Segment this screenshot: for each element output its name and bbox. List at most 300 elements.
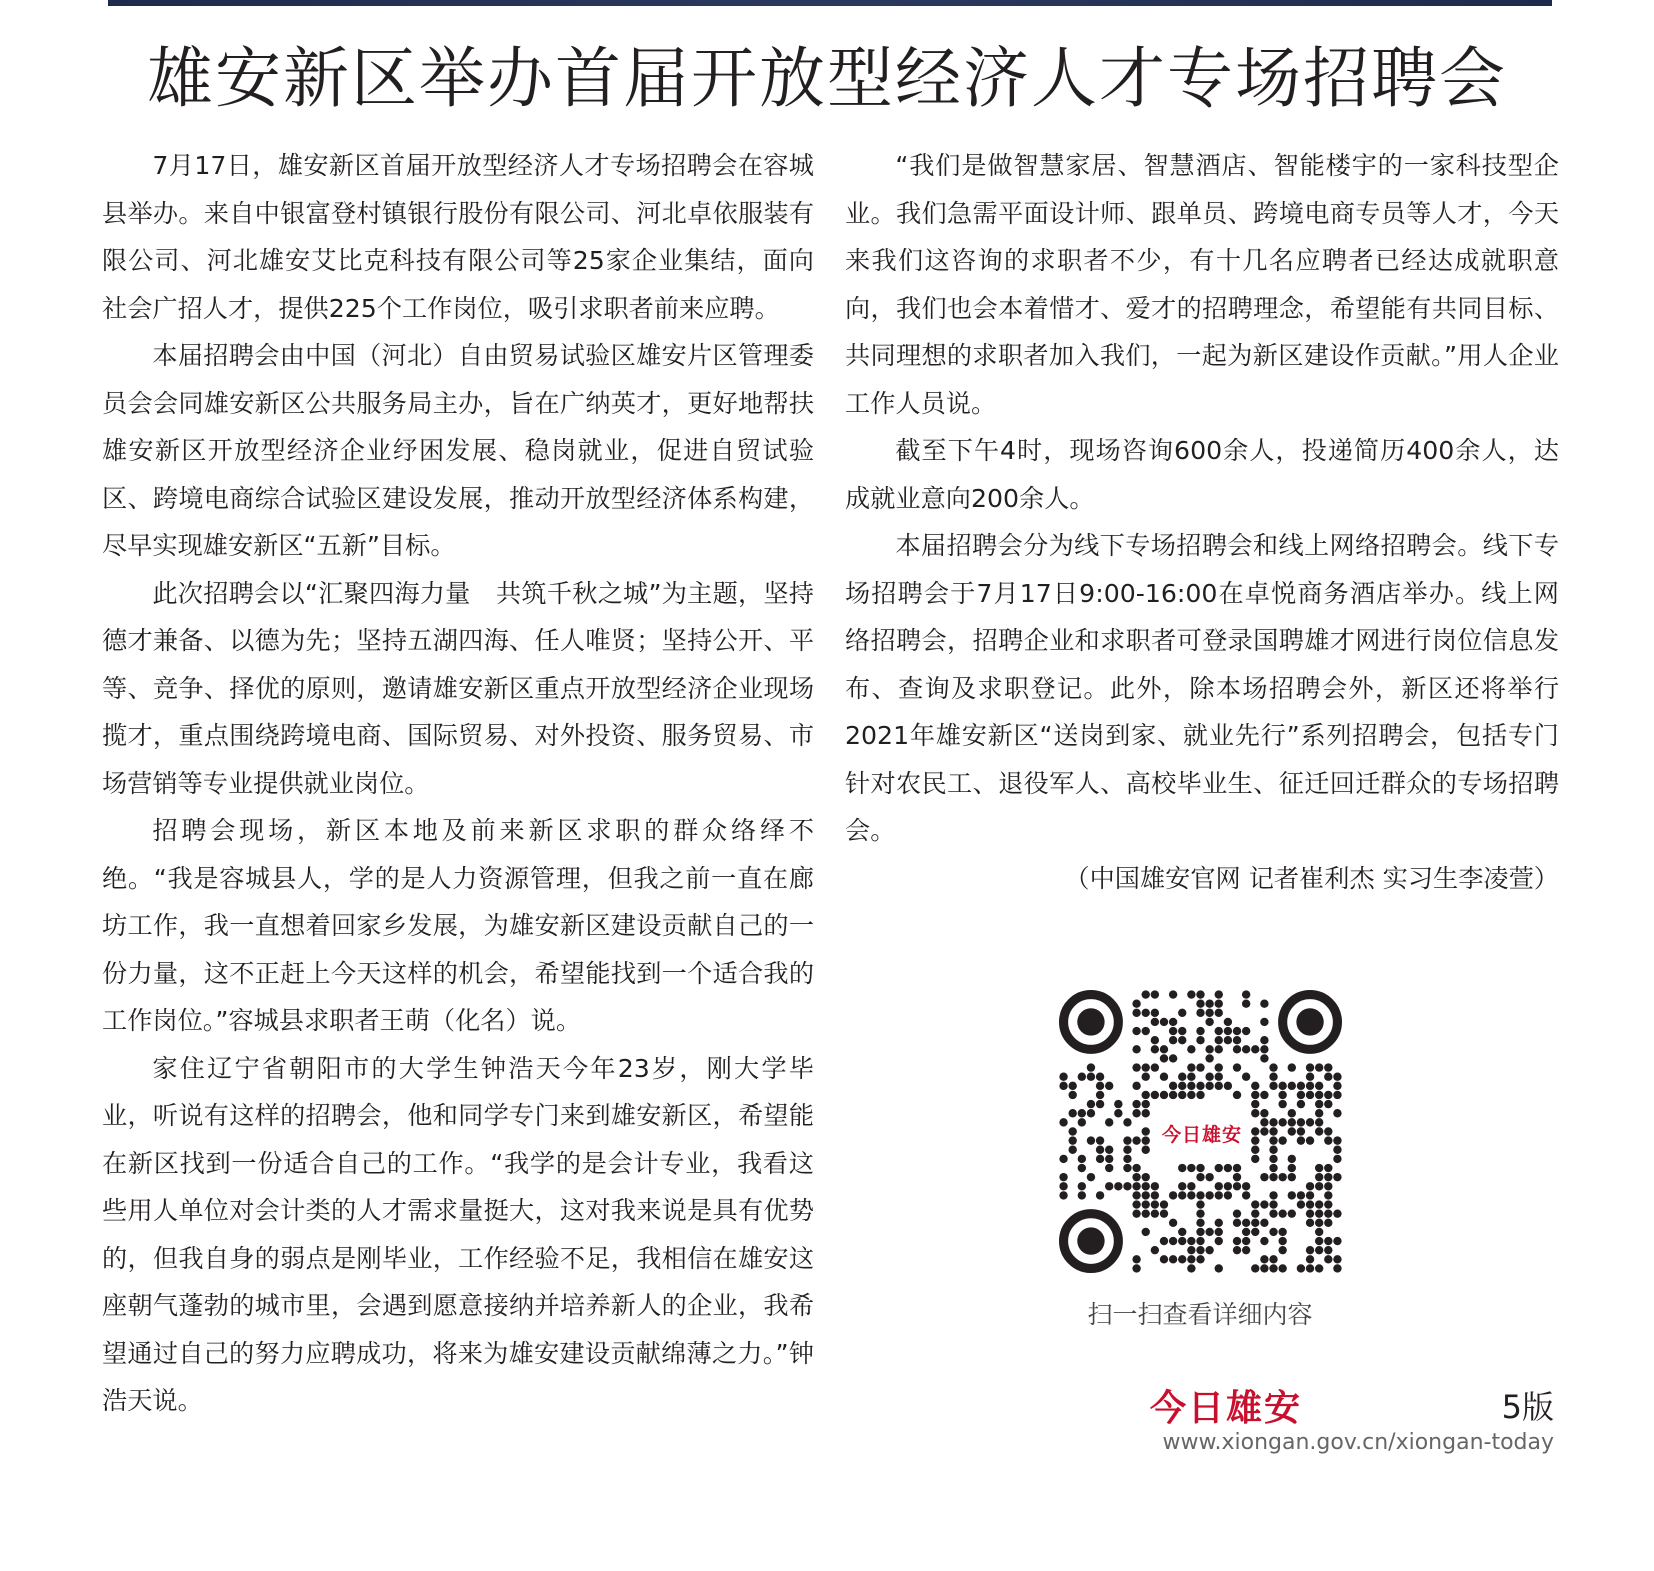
qr-dot — [1251, 1127, 1259, 1135]
qr-dot — [1333, 1209, 1341, 1217]
footer-url[interactable]: www.xiongan.gov.cn/xiongan-today — [1162, 1430, 1554, 1455]
qr-dot — [1260, 1018, 1268, 1026]
qr-dot — [1251, 1082, 1259, 1090]
qr-dot — [1278, 1264, 1286, 1272]
qr-dot — [1132, 1209, 1140, 1217]
qr-dot — [1324, 1127, 1332, 1135]
qr-dot — [1260, 1045, 1268, 1053]
qr-dot — [1059, 1191, 1067, 1199]
qr-dot — [1132, 1009, 1140, 1017]
paragraph: 此次招聘会以“汇聚四海力量 共筑千秋之城”为主题，坚持德才兼备、以德为先；坚持五湖四海、任人唯贤；坚持公开、平等、竞争、择优的原则，邀请雄安新区重点开放型经济企业现场揽才，重点围绕跨境电商、国际贸易、对外投资、服务贸易、市场营销等专业提供就业岗位。 — [102, 578, 814, 798]
qr-dot — [1269, 1191, 1277, 1199]
qr-dot — [1142, 1136, 1150, 1144]
qr-dot — [1142, 1073, 1150, 1081]
qr-dot — [1132, 1045, 1140, 1053]
qr-dot — [1306, 1219, 1314, 1227]
qr-dot — [1142, 1182, 1150, 1190]
qr-dot — [1087, 1073, 1095, 1081]
qr-dot — [1160, 1073, 1168, 1081]
qr-dot — [1315, 1127, 1323, 1135]
qr-dot — [1169, 1018, 1177, 1026]
qr-dot — [1215, 990, 1223, 998]
qr-dot — [1160, 1045, 1168, 1053]
qr-dot — [1087, 1100, 1095, 1108]
footer-logo: 今日雄安 — [1150, 1387, 1303, 1429]
qr-dot — [1324, 1255, 1332, 1263]
qr-dot — [1187, 1045, 1195, 1053]
qr-dot — [1096, 1091, 1104, 1099]
qr-dot — [1187, 1164, 1195, 1172]
qr-dot — [1169, 1219, 1177, 1227]
qr-dot — [1196, 1255, 1204, 1263]
qr-dot — [1269, 1063, 1277, 1071]
qr-dot — [1178, 1091, 1186, 1099]
qr-dot — [1151, 1045, 1159, 1053]
qr-dot — [1178, 1191, 1186, 1199]
qr-dot — [1078, 1073, 1086, 1081]
qr-dot — [1288, 1164, 1296, 1172]
qr-dot — [1151, 1191, 1159, 1199]
qr-dot — [1114, 1109, 1122, 1117]
qr-dot — [1306, 1255, 1314, 1263]
qr-dot — [1068, 1091, 1076, 1099]
qr-dot — [1233, 1182, 1241, 1190]
qr-dot — [1123, 1155, 1131, 1163]
qr-dot — [1160, 1255, 1168, 1263]
qr-dot — [1059, 1155, 1067, 1163]
qr-dot — [1078, 1191, 1086, 1199]
qr-dot — [1233, 1209, 1241, 1217]
qr-dot — [1324, 1164, 1332, 1172]
qr-dot — [1278, 1246, 1286, 1254]
qr-dot — [1260, 1054, 1268, 1062]
qr-dot — [1142, 1228, 1150, 1236]
qr-dot — [1215, 1228, 1223, 1236]
qr-dot — [1196, 1091, 1204, 1099]
qr-dot — [1315, 1091, 1323, 1099]
qr-dot — [1297, 1127, 1305, 1135]
qr-dot — [1278, 1082, 1286, 1090]
qr-dot — [1251, 1146, 1259, 1154]
qr-dot — [1269, 1209, 1277, 1217]
qr-dot — [1306, 1191, 1314, 1199]
qr-dot — [1333, 1091, 1341, 1099]
qr-dot — [1242, 1182, 1250, 1190]
qr-dot — [1205, 1045, 1213, 1053]
qr-dot — [1160, 1237, 1168, 1245]
qr-dot — [1178, 1228, 1186, 1236]
qr-dot — [1087, 1136, 1095, 1144]
qr-dot — [1269, 1164, 1277, 1172]
qr-dot — [1297, 1136, 1305, 1144]
qr-dot — [1205, 1073, 1213, 1081]
qr-dot — [1278, 1237, 1286, 1245]
qr-dot — [1132, 1027, 1140, 1035]
qr-dot — [1142, 1146, 1150, 1154]
qr-dot — [1324, 1237, 1332, 1245]
qr-dot — [1242, 1045, 1250, 1053]
qr-dot — [1196, 1036, 1204, 1044]
qr-dot — [1178, 1164, 1186, 1172]
qr-dot — [1196, 1228, 1204, 1236]
qr-dot — [1132, 1082, 1140, 1090]
qr-dot — [1187, 1237, 1195, 1245]
qr-dot — [1251, 1219, 1259, 1227]
qr-dot — [1169, 1255, 1177, 1263]
paragraph: 截至下午4时，现场咨询600余人，投递简历400余人，达成就业意向200余人。 — [845, 436, 1559, 513]
qr-dot — [1187, 1191, 1195, 1199]
qr-dot — [1224, 1164, 1232, 1172]
qr-dot — [1278, 1228, 1286, 1236]
qr-dot — [1297, 1082, 1305, 1090]
qr-dot — [1151, 1018, 1159, 1026]
qr-dot — [1324, 1091, 1332, 1099]
qr-dot — [1142, 1109, 1150, 1117]
qr-dot — [1260, 1036, 1268, 1044]
qr-dot — [1132, 1173, 1140, 1181]
qr-dot — [1306, 1073, 1314, 1081]
qr-dot — [1215, 999, 1223, 1007]
qr-dot — [1132, 1255, 1140, 1263]
qr-dot — [1151, 1091, 1159, 1099]
qr-dot — [1078, 1118, 1086, 1126]
qr-dot — [1260, 1255, 1268, 1263]
qr-dot — [1288, 1155, 1296, 1163]
qr-dot — [1242, 1191, 1250, 1199]
qr-dot — [1151, 1209, 1159, 1217]
qr-dot — [1105, 1118, 1113, 1126]
qr-dot — [1205, 1009, 1213, 1017]
qr-dot — [1215, 1063, 1223, 1071]
qr-dot — [1324, 1136, 1332, 1144]
qr-dot — [1233, 1237, 1241, 1245]
qr-dot — [1142, 1209, 1150, 1217]
qr-dot — [1142, 1009, 1150, 1017]
qr-dot — [1215, 1027, 1223, 1035]
qr-dot — [1288, 1209, 1296, 1217]
qr-dot — [1068, 1127, 1076, 1135]
qr-dot — [1151, 1009, 1159, 1017]
qr-dot — [1178, 1237, 1186, 1245]
qr-dot — [1224, 1182, 1232, 1190]
qr-dot — [1233, 1164, 1241, 1172]
qr-dot — [1288, 1127, 1296, 1135]
qr-dot — [1251, 1091, 1259, 1099]
qr-dot — [1087, 1063, 1095, 1071]
qr-dot — [1242, 1073, 1250, 1081]
qr-dot — [1315, 1164, 1323, 1172]
qr-dot — [1187, 1091, 1195, 1099]
qr-dot — [1269, 1173, 1277, 1181]
qr-dot — [1288, 1109, 1296, 1117]
qr-dot — [1059, 1182, 1067, 1190]
qr-dot — [1178, 1255, 1186, 1263]
qr-dot — [1297, 1118, 1305, 1126]
qr-dot — [1215, 1164, 1223, 1172]
qr-dot — [1196, 1164, 1204, 1172]
qr-dot — [1315, 1209, 1323, 1217]
qr-dot — [1315, 1118, 1323, 1126]
qr-dot — [1306, 1182, 1314, 1190]
qr-dot — [1142, 1173, 1150, 1181]
qr-dot — [1324, 1063, 1332, 1071]
qr-dot — [1333, 1173, 1341, 1181]
qr-dot — [1187, 1182, 1195, 1190]
qr-dot — [1169, 1036, 1177, 1044]
qr-dot — [1315, 1100, 1323, 1108]
qr-dot — [1269, 1228, 1277, 1236]
qr-dot — [1260, 1219, 1268, 1227]
qr-dot — [1187, 990, 1195, 998]
qr-dot — [1178, 1073, 1186, 1081]
qr-dot — [1278, 1118, 1286, 1126]
qr-dot — [1306, 1091, 1314, 1099]
qr-dot — [1260, 1118, 1268, 1126]
qr-dot — [1315, 1182, 1323, 1190]
qr-dot — [1087, 1173, 1095, 1181]
qr-dot — [1132, 1182, 1140, 1190]
qr-dot — [1233, 1027, 1241, 1035]
qr-dot — [1333, 1109, 1341, 1117]
qr-dot — [1233, 1036, 1241, 1044]
qr-dot — [1306, 1063, 1314, 1071]
qr-dot — [1132, 1136, 1140, 1144]
qr-dot — [1242, 1027, 1250, 1035]
paragraph: “我们是做智慧家居、智慧酒店、智能楼宇的一家科技型企业。我们急需平面设计师、跟单员、跨境电商专员等人才，今天来我们这咨询的求职者不少，有十几名应聘者已经达成就职意向，我们也会本着惜才、爱才的招聘理念，希望能有共同目标、共同理想的求职者加入我们，一起为新区建设作贡献。”用人企业工作人员说。 — [845, 151, 1559, 418]
qr-dot — [1105, 1182, 1113, 1190]
qr-dot — [1224, 1036, 1232, 1044]
qr-dot — [1333, 1264, 1341, 1272]
qr-dot — [1205, 1018, 1213, 1026]
qr-dot — [1260, 1127, 1268, 1135]
qr-dot — [1251, 1228, 1259, 1236]
qr-dot — [1105, 1155, 1113, 1163]
qr-dot — [1205, 1082, 1213, 1090]
qr-dot — [1333, 1073, 1341, 1081]
qr-dot — [1215, 1191, 1223, 1199]
qr-dot — [1324, 1073, 1332, 1081]
qr-dot — [1251, 1264, 1259, 1272]
qr-dot — [1151, 1182, 1159, 1190]
qr-dot — [1288, 1191, 1296, 1199]
qr-dot — [1187, 1073, 1195, 1081]
qr-dot — [1142, 990, 1150, 998]
qr-dot — [1114, 1100, 1122, 1108]
qr-dot — [1187, 1082, 1195, 1090]
qr-dot — [1151, 1063, 1159, 1071]
qr-dot — [1315, 1246, 1323, 1254]
qr-dot — [1297, 1191, 1305, 1199]
qr-dot — [1169, 1054, 1177, 1062]
qr-dot — [1169, 990, 1177, 998]
qr-dot — [1196, 999, 1204, 1007]
qr-dot — [1160, 1091, 1168, 1099]
qr-dot — [1315, 1237, 1323, 1245]
qr-dot — [1151, 1036, 1159, 1044]
qr-dot — [1215, 1219, 1223, 1227]
qr-dot — [1078, 1164, 1086, 1172]
qr-dot — [1132, 1109, 1140, 1117]
qr-dot — [1142, 1127, 1150, 1135]
qr-dot — [1233, 1091, 1241, 1099]
qr-dot — [1187, 1264, 1195, 1272]
qr-dot — [1233, 1063, 1241, 1071]
qr-dot — [1251, 1045, 1259, 1053]
qr-dot — [1132, 1191, 1140, 1199]
qr-dot — [1269, 1200, 1277, 1208]
qr-dot — [1242, 1237, 1250, 1245]
qr-dot — [1315, 1173, 1323, 1181]
qr-dot — [1269, 1146, 1277, 1154]
qr-dot — [1142, 1063, 1150, 1071]
qr-dot — [1078, 1155, 1086, 1163]
qr-dot — [1315, 1219, 1323, 1227]
qr-dot — [1059, 1118, 1067, 1126]
qr-dot — [1096, 1073, 1104, 1081]
qr-dot — [1297, 1264, 1305, 1272]
qr-dot — [1142, 1191, 1150, 1199]
qr-dot — [1068, 1082, 1076, 1090]
qr-dot — [1315, 1082, 1323, 1090]
qr-dot — [1196, 1082, 1204, 1090]
qr-dot — [1078, 1182, 1086, 1190]
qr-dot — [1306, 1200, 1314, 1208]
qr-dot — [1142, 1200, 1150, 1208]
qr-dot — [1123, 1146, 1131, 1154]
qr-dot — [1123, 1118, 1131, 1126]
qr-dot — [1078, 1109, 1086, 1117]
qr-dot — [1215, 1009, 1223, 1017]
qr-dot — [1324, 1219, 1332, 1227]
qr-dot — [1105, 1082, 1113, 1090]
qr-dot — [1260, 1264, 1268, 1272]
qr-dot — [1169, 1082, 1177, 1090]
qr-dot — [1205, 999, 1213, 1007]
qr-dot — [1333, 1155, 1341, 1163]
qr-dot — [1260, 1200, 1268, 1208]
qr-dot — [1288, 1063, 1296, 1071]
qr-dot — [1269, 1073, 1277, 1081]
qr-dot — [1169, 1091, 1177, 1099]
qr-dot — [1132, 1264, 1140, 1272]
qr-dot — [1151, 1246, 1159, 1254]
qr-dot — [1160, 1200, 1168, 1208]
qr-dot — [1260, 1109, 1268, 1117]
qr-dot — [1242, 1228, 1250, 1236]
qr-dot — [1105, 1146, 1113, 1154]
qr-dot — [1096, 1191, 1104, 1199]
qr-dot — [1233, 1045, 1241, 1053]
qr-dot — [1205, 1173, 1213, 1181]
qr-dot — [1269, 1136, 1277, 1144]
qr-dot — [1260, 1091, 1268, 1099]
article-byline: （中国雄安官网 记者崔利杰 实习生李凌萱） — [1064, 863, 1559, 893]
paragraph: 本届招聘会分为线下专场招聘会和线上网络招聘会。线下专场招聘会于7月17日9:00-16:00在卓悦商务酒店举办。线上网络招聘会，招聘企业和求职者可登录国聘雄才网进行岗位信息发布、查询及求职登记。此外，除本场招聘会外，新区还将举行2021年雄安新区“送岗到家、就业先行”系列招聘会，包括专门针对农民工、退役军人、高校毕业生、征迁回迁群众的专场招聘会。 — [845, 531, 1559, 845]
qr-dot — [1269, 1127, 1277, 1135]
qr-dot — [1160, 1054, 1168, 1062]
qr-dot — [1169, 1237, 1177, 1245]
qr-dot — [1123, 1182, 1131, 1190]
qr-dot — [1333, 1255, 1341, 1263]
qr-dot — [1196, 1063, 1204, 1071]
qr-dot — [1142, 1027, 1150, 1035]
qr-dot — [1278, 1209, 1286, 1217]
qr-dot — [1169, 1027, 1177, 1035]
qr-dot — [1105, 1164, 1113, 1172]
qr-dot — [1297, 1200, 1305, 1208]
article-column-right — [845, 142, 1559, 902]
qr-dot — [1196, 1219, 1204, 1227]
qr-dot — [1068, 1146, 1076, 1154]
qr-dot — [1196, 1173, 1204, 1181]
qr-dot — [1059, 1082, 1067, 1090]
qr-dot — [1205, 1246, 1213, 1254]
qr-dot — [1242, 999, 1250, 1007]
qr-dot — [1123, 1136, 1131, 1144]
qr-dot — [1132, 1100, 1140, 1108]
qr-dot — [1288, 1082, 1296, 1090]
qr-dot — [1215, 1073, 1223, 1081]
qr-dot — [1324, 1200, 1332, 1208]
qr-dot — [1196, 1237, 1204, 1245]
qr-dot — [1297, 1100, 1305, 1108]
page-number: 5版 — [1501, 1388, 1554, 1426]
qr-dot — [1242, 1246, 1250, 1254]
qr-dot — [1251, 1200, 1259, 1208]
qr-center-logo: 今日雄安 — [1159, 1108, 1245, 1158]
qr-dot — [1233, 1173, 1241, 1181]
qr-dot — [1178, 1182, 1186, 1190]
qr-dot — [1278, 1136, 1286, 1144]
qr-dot — [1315, 1200, 1323, 1208]
qr-dot — [1068, 1109, 1076, 1117]
qr-caption: 扫一扫查看详细内容 — [1087, 1300, 1313, 1329]
qr-dot — [1196, 990, 1204, 998]
qr-dot — [1324, 1173, 1332, 1181]
qr-dot — [1224, 1018, 1232, 1026]
qr-dot — [1260, 1173, 1268, 1181]
qr-dot — [1132, 1063, 1140, 1071]
qr-dot — [1306, 1136, 1314, 1144]
qr-dot — [1251, 1100, 1259, 1108]
qr-dot — [1151, 1200, 1159, 1208]
paragraph: 家住辽宁省朝阳市的大学生钟浩天今年23岁，刚大学毕业，听说有这样的招聘会，他和同学专门来到雄安新区，希望能在新区找到一份适合自己的工作。“我学的是会计专业，我看这些用人单位对会计类的人才需求量挺大，这对我来说是具有优势的，但我自身的弱点是刚毕业，工作经验不足，我相信在雄安这座朝气蓬勃的城市里，会遇到愿意接纳并培养新人的企业，我希望通过自己的努力应聘成功，将来为雄安建设贡献绵薄之力。”钟浩天说。 — [102, 1053, 814, 1415]
qr-dot — [1068, 1136, 1076, 1144]
qr-dot — [1178, 1082, 1186, 1090]
qr-dot — [1205, 1228, 1213, 1236]
qr-dot — [1187, 1255, 1195, 1263]
qr-dot — [1169, 1191, 1177, 1199]
qr-dot — [1205, 1054, 1213, 1062]
qr-dot — [1196, 1246, 1204, 1254]
qr-dot — [1114, 1182, 1122, 1190]
paragraph: 7月17日，雄安新区首届开放型经济人才专场招聘会在容城县举办。来自中银富登村镇银行股份有限公司、河北卓依服装有限公司、河北雄安艾比克科技有限公司等25家企业集结，面向社会广招人才，提供225个工作岗位，吸引求职者前来应聘。 — [102, 151, 814, 323]
header-bar — [108, 0, 1552, 6]
qr-dot — [1251, 1136, 1259, 1144]
qr-dot — [1333, 1136, 1341, 1144]
qr-dot — [1315, 1264, 1323, 1272]
qr-dot — [1215, 1082, 1223, 1090]
qr-dot — [1297, 1091, 1305, 1099]
qr-dot — [1196, 1191, 1204, 1199]
qr-dot — [1306, 1246, 1314, 1254]
qr-dot — [1132, 1200, 1140, 1208]
qr-dot — [1142, 1091, 1150, 1099]
qr-dot — [1187, 1246, 1195, 1254]
qr-dot — [1178, 1027, 1186, 1035]
qr-dot — [1260, 1237, 1268, 1245]
qr-code[interactable] — [1059, 990, 1342, 1273]
